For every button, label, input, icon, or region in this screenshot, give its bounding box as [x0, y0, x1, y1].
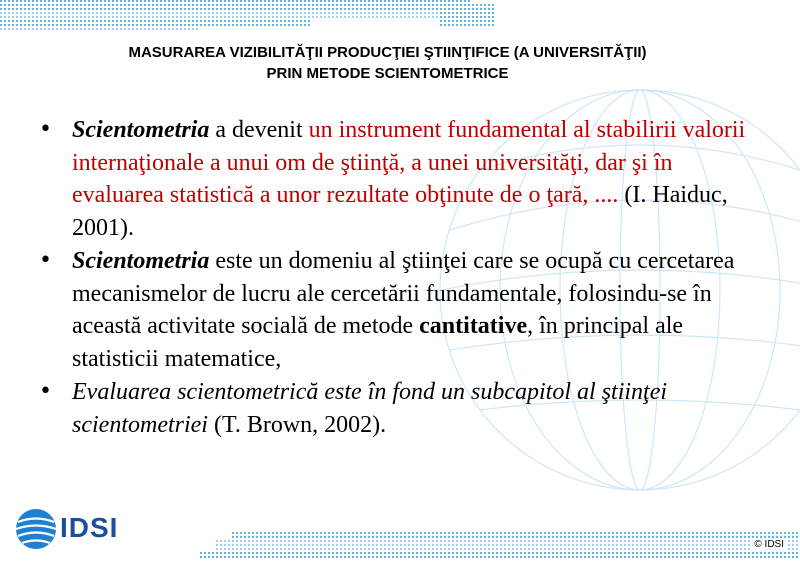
bullet-citation: (T. Brown, 2002). [207, 411, 387, 438]
copyright-text: © IDSI [754, 539, 784, 550]
bottom-decorative-band [0, 528, 800, 565]
bullet-item-2 [37, 245, 757, 375]
bullet-citation: (I. Haiduc, 2001). [72, 182, 728, 241]
slide-title [40, 42, 735, 84]
bullet-text: este un domeniu al ştiinţei care se ocupă cu cercetarea mecanismelor de lucru ale cercetării fundamentale, folosindu-se în această activitate socială de metode [72, 248, 735, 339]
bullet-italic-text: Evaluarea scientometrică este în fond un subcapitol al ştiinţei scientometriei [72, 379, 668, 438]
bullet-dot-icon: • [39, 248, 52, 273]
bullet-dot-icon: • [39, 117, 52, 142]
logo-text: IDSI [60, 512, 119, 543]
bullet-term: Scientometria [72, 248, 210, 274]
bullet-item-1 [37, 114, 757, 244]
top-decorative-band [0, 0, 800, 40]
bullet-term: Scientometria [72, 117, 210, 143]
bullet-list [37, 114, 757, 442]
bullet-bold-word: cantitative [419, 313, 528, 339]
bullet-text: a devenit [209, 117, 309, 143]
bullet-item-3 [37, 376, 757, 441]
bullet-text-end: , în principal ale statisticii matematice, [72, 313, 684, 372]
title-line-1: MASURAREA VIZIBILITĂŢII PRODUCŢIEI ŞTIINŢIFICE (A UNIVERSITĂŢII) [128, 44, 647, 61]
bullet-red-text: un instrument fundamental al stabilirii valorii internaţionale a unui om de ştiinţă, a unei universităţi, dar şi în evaluarea statistică a unor rezultate obţinute de o ţară, .... [72, 117, 746, 208]
bullet-dot-icon: • [39, 379, 52, 404]
title-line-2: PRIN METODE SCIENTOMETRICE [266, 65, 509, 82]
